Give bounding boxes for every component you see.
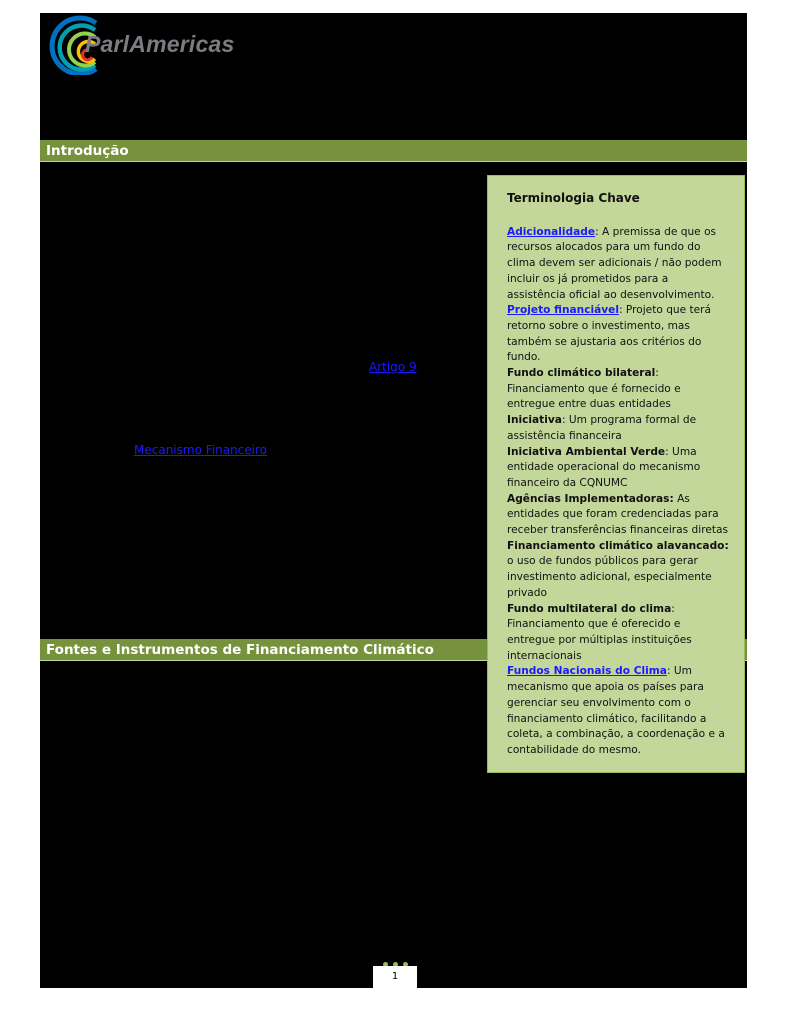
- page-number: 1: [373, 966, 417, 988]
- term-definition: : Financiamento que é oferecido e entregue por múltiplas instituições internacionais: [507, 602, 692, 662]
- term-label: Fundo multilateral do clima: [507, 602, 672, 615]
- term-entry: [507, 602, 730, 665]
- term-label: Fundo climático bilateral: [507, 367, 656, 380]
- term-entry: [507, 225, 730, 304]
- term-entry: [507, 366, 730, 413]
- mecanismo-financeiro-link[interactable]: Mecanismo Financeiro: [134, 443, 267, 457]
- term-entry: [507, 664, 730, 758]
- term-definition: : Uma entidade operacional do mecanismo financeiro da CQNUMC: [507, 445, 701, 489]
- section-heading-intro: Introdução: [40, 140, 747, 162]
- artigo-9-link[interactable]: Artigo 9: [369, 360, 417, 374]
- term-definition: As entidades que foram credenciadas para receber transferências financeiras diretas: [507, 492, 729, 537]
- term-label: Agências Implementadoras:: [507, 492, 674, 505]
- term-label: Financiamento climático alavancado:: [507, 539, 729, 552]
- document-page: [40, 13, 747, 988]
- term-definition: : Um mecanismo que apoia os países para gerenciar seu envolvimento com o financiamento climático, facilitando a coleta, a combinação, a coordenação e a contabilidade do mesmo.: [507, 665, 725, 756]
- logo-wordmark: ParlAmericas: [85, 31, 235, 57]
- term-adicionalidade-link[interactable]: Adicionalidade: [507, 225, 596, 238]
- term-definition: : Projeto que terá retorno sobre o investimento, mas também se ajustaria aos critérios do fundo.: [507, 304, 712, 364]
- term-label: Iniciativa: [507, 414, 562, 427]
- term-definition: : Um programa formal de assistência financeira: [507, 414, 697, 442]
- term-label: Iniciativa Ambiental Verde: [507, 445, 666, 458]
- term-entry: [507, 492, 730, 539]
- term-entry: [507, 539, 730, 602]
- key-terminology-box: [487, 175, 745, 773]
- term-entry: [507, 303, 730, 366]
- parlamericas-logo: [40, 13, 250, 75]
- term-fundos-nacionais-link[interactable]: Fundos Nacionais do Clima: [507, 665, 667, 678]
- term-definition: : Financiamento que é fornecido e entregue entre duas entidades: [507, 367, 681, 411]
- term-projeto-financiavel-link[interactable]: Projeto financiável: [507, 304, 619, 317]
- term-entry: [507, 445, 730, 492]
- term-entry: [507, 413, 730, 444]
- term-definition: o uso de fundos públicos para gerar investimento adicional, especialmente privado: [507, 555, 712, 599]
- term-definition: : A premissa de que os recursos alocados para um fundo do clima devem ser adicionais / não podem incluir os já prometidos para a assistência oficial ao desenvolvimento.: [507, 225, 722, 301]
- section-heading-fontes: Fontes e Instrumentos de Financiamento Climático: [40, 639, 747, 661]
- sidebar-title: Terminologia Chave: [507, 191, 640, 205]
